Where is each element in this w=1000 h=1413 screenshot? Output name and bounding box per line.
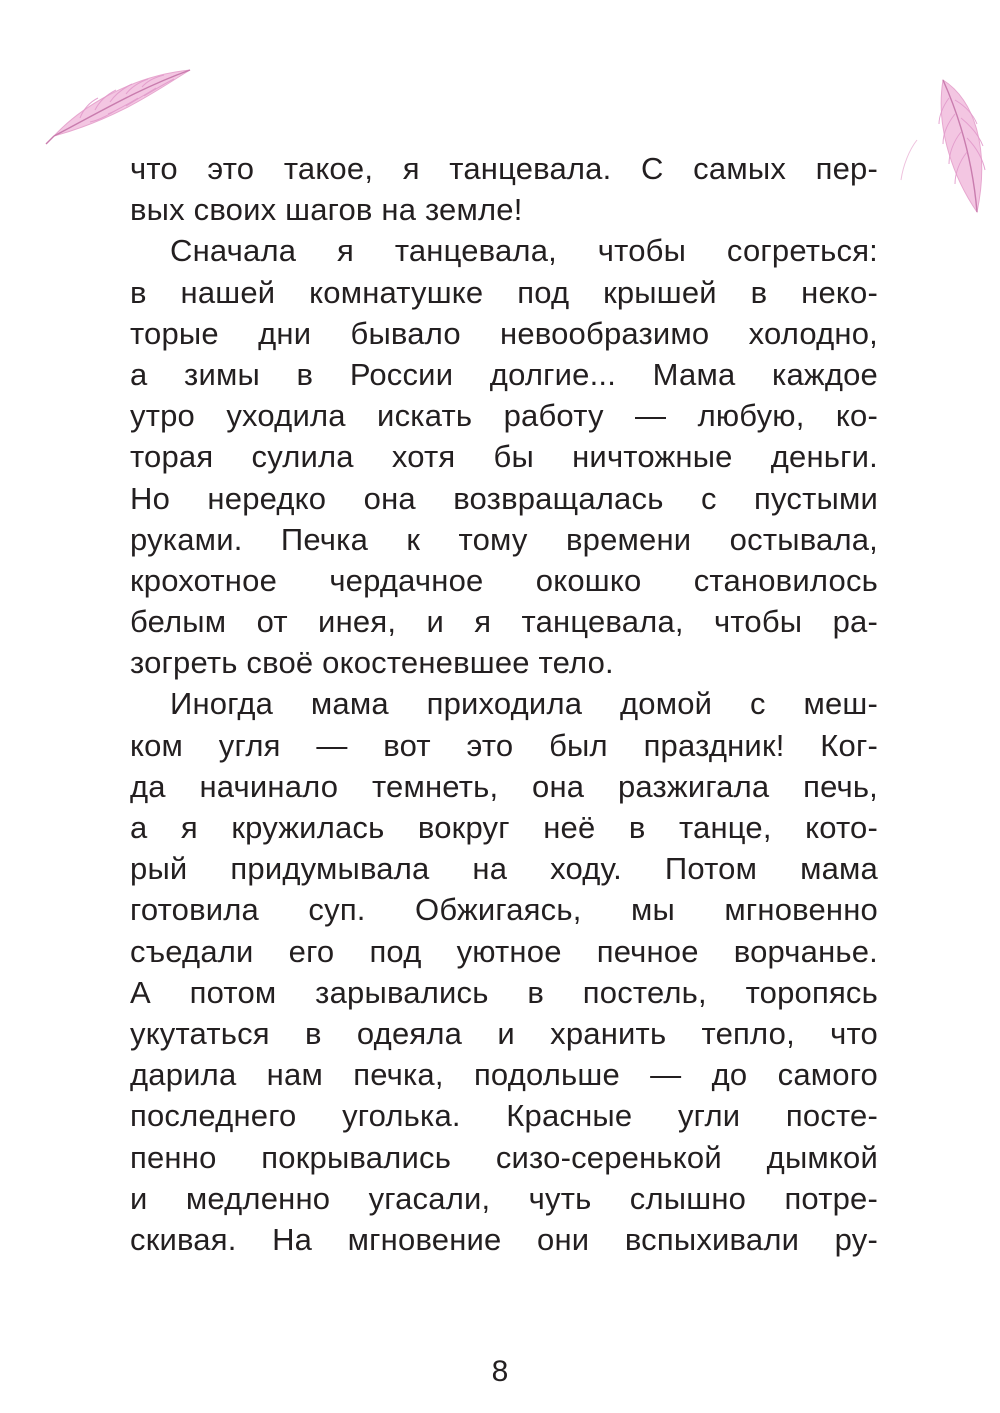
text-line: рый придумывала на ходу. Потом мама — [130, 851, 878, 887]
pink-feather-icon — [40, 48, 200, 148]
text-line: а я кружилась вокруг неё в танце, кото- — [130, 810, 878, 845]
text-line: А потом зарывались в постель, торопясь — [130, 974, 878, 1010]
text-line: да начинало темнеть, она разжигала печь, — [130, 768, 878, 804]
text-line: торая сулила хотя бы ничтожные деньги. — [130, 439, 878, 475]
pink-feather-icon — [895, 70, 1000, 220]
text-line: утро уходила искать работу — любую, ко- — [130, 398, 878, 434]
page-number: 8 — [491, 1355, 509, 1388]
text-line: скивая. На мгновение они вспыхивали ру- — [130, 1221, 878, 1257]
text-line: Но нередко она возвращалась с пустыми — [130, 480, 878, 516]
text-line: в нашей комнатушке под крышей в неко- — [130, 274, 878, 310]
story-text — [130, 148, 878, 1260]
text-line: укутаться в одеяла и хранить тепло, что — [130, 1015, 878, 1051]
text-line: Иногда мама приходила домой с меш- — [170, 686, 878, 722]
text-line: крохотное чердачное окошко становилось — [130, 562, 878, 598]
text-line: съедали его под уютное печное ворчанье. — [130, 933, 878, 969]
text-line: зогреть своё окостеневшее тело. — [130, 645, 614, 681]
text-line: и медленно угасали, чуть слышно потре- — [130, 1180, 878, 1216]
text-line: руками. Печка к тому времени остывала, — [130, 521, 878, 557]
text-line: что это такое, я танцевала. С самых пер- — [130, 151, 878, 186]
text-line: а зимы в России долгие... Мама каждое — [130, 356, 878, 392]
text-line: дарила нам печка, подольше — до самого — [130, 1057, 878, 1093]
text-line: готовила суп. Обжигаясь, мы мгновенно — [130, 892, 878, 928]
text-line: белым от инея, и я танцевала, чтобы ра- — [130, 604, 878, 640]
text-line: торые дни бывало невообразимо холодно, — [130, 315, 878, 351]
text-line: ком угля — вот это был праздник! Ког- — [130, 727, 878, 763]
text-line: пенно покрывались сизо-серенькой дымкой — [130, 1139, 878, 1175]
text-line: последнего уголька. Красные угли посте- — [130, 1098, 878, 1134]
text-line: вых своих шагов на земле! — [130, 192, 523, 228]
text-line: Сначала я танцевала, чтобы согреться: — [170, 233, 878, 269]
